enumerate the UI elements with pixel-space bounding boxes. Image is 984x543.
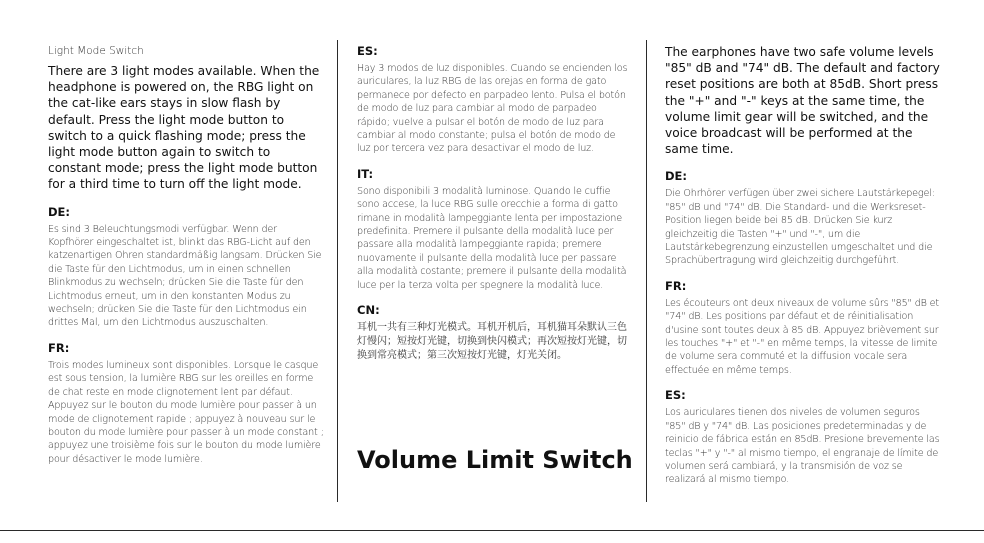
light-mode-english-text: There are 3 light modes available. When the headphone is powered on, the RBG light on the cat-like ears stays in slow flash by default. Press the light mode button to switch to a quick flashing mode; press the light mode button again to switch to constant mode; press the light mode button for a third time to turn off the light mode. [48,64,320,192]
volume-limit-english-text: The earphones have two safe volume levels "85" dB and "74" dB. The default and factory reset positions are both at 85dB. Short press the "+" and "-" keys at the same time, the volume limit gear will be switched, and the voice broadcast will be performed at the same time. [665,45,940,157]
column-divider-left [337,40,338,502]
column-divider-right [646,40,647,502]
volume-limit-de-text: Die Ohrhörer verfügen über zwei sichere Lautstärkepegel: "85" dB und "74" dB. Die Standard- und die Werksreset-Position liegen beide bei 85 dB. Drücken Sie kurz gleichzeitig die Tasten "+" und "-", um die Lautstärkebegrenzung einzustellen umgeschaltet und die Sprachübertragung wird gleichzeitig durchgeführt. [665,188,935,267]
column-volume-limit [665,44,940,498]
volume-limit-es-heading: ES: [665,388,686,403]
volume-limit-de-heading: DE: [665,169,688,184]
light-mode-it-heading: IT: [357,166,374,181]
volume-limit-fr-text: Les écouteurs ont deux niveaux de volume sûrs "85" dB et "74" dB. Les positions par défaut et de réinitialisation d'usine sont toutes deux à 85 dB. Appuyez brièvement sur les touches "+" et "-" en même temps, la vitesse de limite de volume sera commuté et la diffusion vocale sera effectuée en même temps. [665,297,940,376]
light-mode-cn-heading: CN: [357,303,380,318]
column-light-mode-translations [357,44,630,374]
volume-limit-es-text: Los auriculares tienen dos niveles de volumen seguros "85" dB y "74" dB. Las posiciones predeterminadas y de reinicio de fábrica están en 85dB. Presione brevemente las teclas "+" y "-" al mismo tiempo, el engranaje de límite de volumen será cambiará, y la transmisión de voz se realizará al mismo tiempo. [665,407,940,486]
light-mode-fr-heading: FR: [48,340,70,355]
light-mode-cn-text: 耳机一共有三种灯光模式。耳机开机后，耳机猫耳朵默认三色灯慢闪；短按灯光键，切换到快闪模式；再次短按灯光键，切换到常亮模式；第三次短按灯光键，灯光关闭。 [357,322,627,362]
light-mode-de-heading: DE: [48,204,71,219]
volume-limit-fr-heading: FR: [665,278,687,293]
section-title-light-mode: Light Mode Switch [48,45,144,57]
light-mode-es-heading: ES: [357,44,378,58]
light-mode-it-text: Sono disponibili 3 modalità luminose. Quando le cuffie sono accese, la luce RBG sulle orecchie a forma di gatto rimane in modalità lampeggiante lenta per impostazione predefinita. Premere il pulsante della modalità luce per passare alla modalità lampeggiante rapida; premere nuovamente il pulsante della modalità luce per passare alla modalità costante; premere il pulsante della modalità luce per la terza volta per spegnere la modalità luce. [357,185,627,291]
light-mode-es-text: Hay 3 modos de luz disponibles. Cuando se encienden los auriculares, la luz RBG de las orejas en forma de gato permanece por defecto en parpadeo lento. Pulsa el botón de modo de luz para cambiar al modo de parpadeo rápido; vuelve a pulsar el botón de modo de luz para cambiar al modo constante; pulsa el botón de modo de luz por tercera vez para desactivar el modo de luz. [357,63,628,155]
column-light-mode [48,44,324,477]
light-mode-fr-text: Trois modes lumineux sont disponibles. Lorsque le casque est sous tension, la lumière RBG sur les oreilles en forme de chat reste en mode clignotement lent par défaut. Appuyez sur le bouton du mode lumière pour passer à un mode de clignotement rapide ; appuyez à nouveau sur le bouton du mode lumière pour passer à un mode constant ; appuyez une troisième fois sur le bouton du mode lumière pour désactiver le mode lumière. [48,359,324,465]
volume-limit-switch-title: Volume Limit Switch [357,446,633,474]
bottom-rule [0,530,984,531]
light-mode-de-text: Es sind 3 Beleuchtungsmodi verfügbar. Wenn der Kopfhörer eingeschaltet ist, blinkt das RBG-Licht auf den katzenartigen Ohren standardmäßig langsam. Drücken Sie die Taste für den Lichtmodus, um in einen schnellen Blinkmodus zu wechseln; drücken Sie die Taste für den Lichtmodus erneut, um in den konstanten Modus zu wechseln; drücken Sie die Taste für den Lichtmodus ein drittes Mal, um den Lichtmodus auszuschalten. [48,223,322,329]
